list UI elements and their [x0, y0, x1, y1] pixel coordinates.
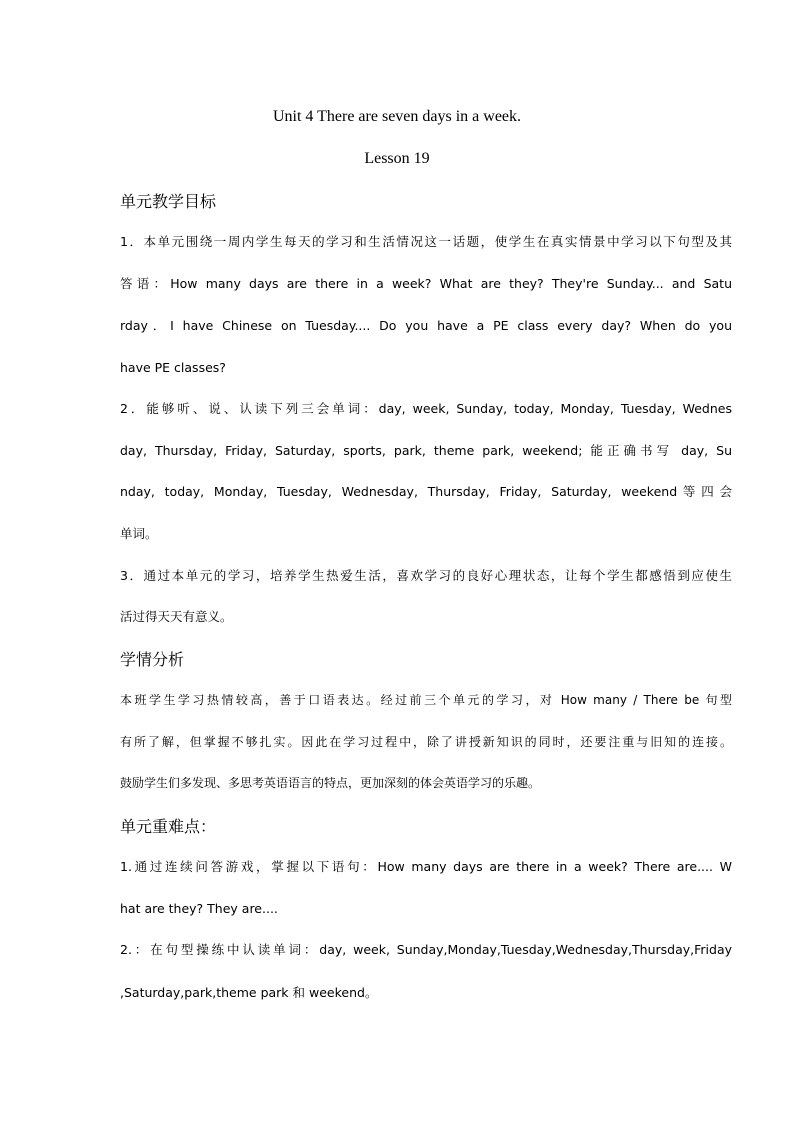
key-points-line: hat are they? They are.... [120, 901, 278, 916]
objectives-line: nday, today, Monday, Tuesday, Wednesday, Thursday, Friday, Saturday, weekend等四会 [120, 484, 732, 499]
lesson-title: Lesson 19 [364, 150, 430, 167]
unit-title: Unit 4 There are seven days in a week. [272, 108, 522, 125]
key-points-line: 1.通过连续问答游戏，掌握以下语句：How many days are there in a week? There are.... W [120, 859, 732, 874]
objectives-line: 答语：How many days are there in a week? What are they? They're Sunday... and Satu [120, 276, 732, 291]
key-points-heading: 单元重难点： [120, 817, 217, 836]
objectives-line: 1．本单元围绕一周内学生每天的学习和生活情况这一话题，使学生在真实情景中学习以下句型及其 [120, 234, 732, 249]
analysis-line: 有所了解，但掌握不够扎实。因此在学习过程中，除了讲授新知识的同时，还要注重与旧知的连接。 [120, 735, 732, 749]
key-points-line: 2.：在句型操练中认读单词：day, week, Sunday,Monday,Tuesday,Wednesday,Thursday,Friday [120, 942, 732, 957]
analysis-heading: 学情分析 [120, 650, 185, 669]
objectives-line: have PE classes? [120, 360, 226, 375]
objectives-line: 3．通过本单元的学习，培养学生热爱生活，喜欢学习的良好心理状态，让每个学生都感悟到应使生 [120, 568, 732, 583]
objectives-line: 2．能够听、说、认读下列三会单词：day, week, Sunday, today, Monday, Tuesday, Wednes [120, 401, 732, 416]
objectives-line: 单词。 [120, 526, 158, 541]
key-points-line: ,Saturday,park,theme park 和 weekend。 [120, 985, 378, 1000]
objectives-heading: 单元教学目标 [120, 192, 217, 211]
objectives-line: day, Thursday, Friday, Saturday, sports, park, theme park, weekend; 能正确书写 day, Su [120, 443, 732, 458]
objectives-line: 活过得天天有意义。 [120, 609, 233, 624]
analysis-line: 鼓励学生们多发现、多思考英语语言的特点，更加深刻的体会英语学习的乐趣。 [120, 776, 541, 790]
objectives-line: rday．I have Chinese on Tuesday.... Do you have a PE class every day? When do you [120, 318, 732, 333]
analysis-line: 本班学生学习热情较高，善于口语表达。经过前三个单元的学习，对 How many / There be 句型 [120, 693, 732, 707]
